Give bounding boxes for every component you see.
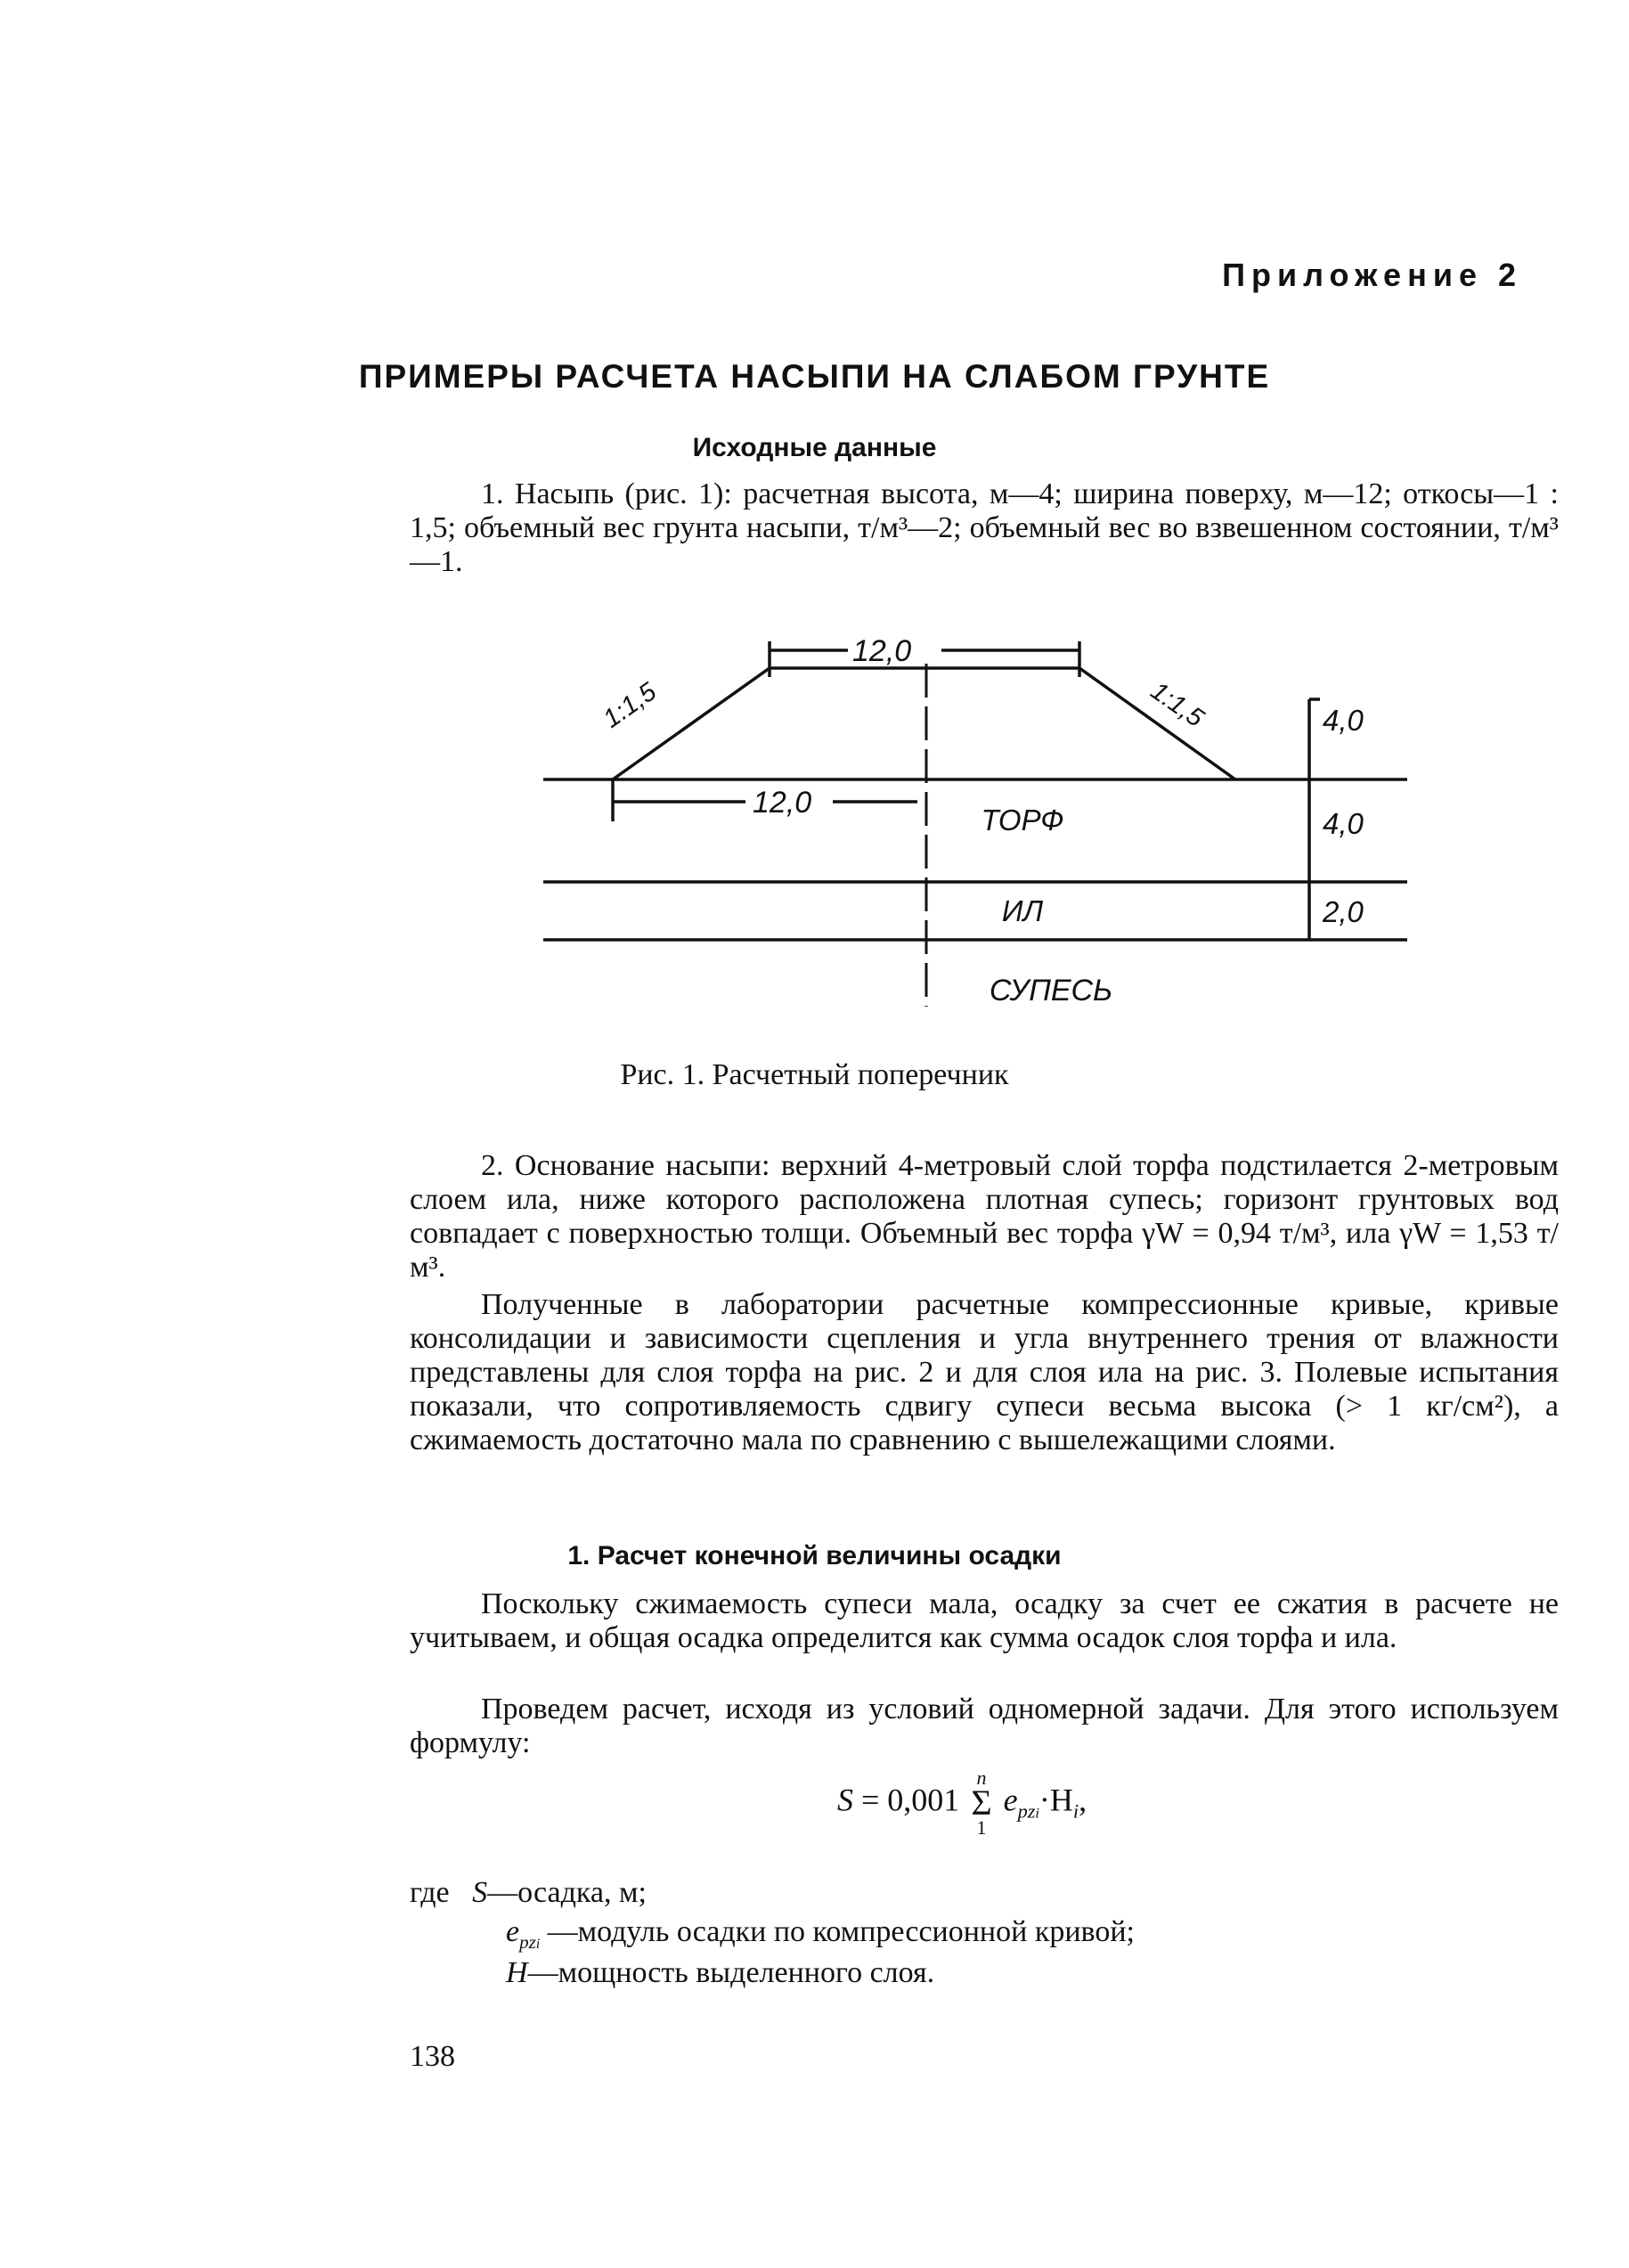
legend-h: H—мощность выделенного слоя. bbox=[506, 1956, 935, 1989]
left-slope-label: 1:1,5 bbox=[598, 677, 662, 734]
embankment-height-label: 4,0 bbox=[1323, 704, 1364, 737]
silt-layer-label: ИЛ bbox=[1001, 894, 1044, 927]
page-title: ПРИМЕРЫ РАСЧЕТА НАСЫПИ НА СЛАБОМ ГРУНТЕ bbox=[358, 358, 1271, 395]
peat-layer-label: ТОРФ bbox=[981, 804, 1064, 836]
base-half-width-label: 12,0 bbox=[753, 786, 812, 820]
top-width-label: 12,0 bbox=[852, 634, 912, 668]
legend-s: где S—осадка, м; bbox=[410, 1876, 647, 1909]
peat-thickness-label: 4,0 bbox=[1323, 807, 1364, 840]
legend-e: $e_{pzi}$ —модуль осадки по компрессионной кривой; bbox=[506, 1915, 1135, 1953]
section-1-paragraph-1: Поскольку сжимаемость супеси мала, осадку за счет ее сжатия в расчете не учитываем, и общая осадка определится как сумма осадок слоя торфа и ила. bbox=[410, 1587, 1559, 1654]
right-slope-label: 1:1,5 bbox=[1144, 676, 1210, 733]
figure-caption: Рис. 1. Расчетный поперечник bbox=[620, 1058, 1009, 1091]
page-number: 138 bbox=[410, 2040, 455, 2073]
sandy-loam-layer-label: СУПЕСЬ bbox=[989, 974, 1113, 1008]
initial-data-item-1: 1. Насыпь (рис. 1): расчетная высота, м—4; ширина поверху, м—12; откосы—1 : 1,5; объемный вес грунта насыпи, т/м³—2; объемный вес во взвешенном состоянии, т/м³—1. bbox=[410, 477, 1559, 578]
embankment-outline bbox=[613, 668, 1235, 779]
silt-thickness-label: 2,0 bbox=[1323, 895, 1364, 928]
summation-sign: n Σ 1 bbox=[971, 1766, 992, 1839]
lab-results-paragraph: Полученные в лаборатории расчетные компрессионные кривые, кривые консолидации и зависимости сцепления и угла внутреннего трения от влажности представлены для слоя торфа на рис. 2 и для слоя ила на рис. 3. Полевые испытания показали, что сопротивляемость сдвигу супеси весьма высока (> 1 кг/см²), а сжимаемость достаточно мала по сравнению с вышележащими слоями. bbox=[410, 1288, 1559, 1456]
initial-data-heading: Исходные данные bbox=[692, 433, 937, 462]
section-1-paragraph-2: Проведем расчет, исходя из условий одномерной задачи. Для этого используем формулу: bbox=[410, 1693, 1559, 1759]
appendix-label: Приложение 2 bbox=[1222, 257, 1522, 293]
section-1-heading: 1. Расчет конечной величины осадки bbox=[567, 1541, 1062, 1570]
initial-data-item-2: 2. Основание насыпи: верхний 4-метровый слой торфа подстилается 2-метровым слоем ила, ниже которого расположена плотная супесь; горизонт грунтовых вод совпадает с поверхностью толщи. Объемный вес торфа γW = 0,94 т/м³, ила γW = 1,53 т/м³. bbox=[410, 1149, 1559, 1284]
settlement-formula: S = 0,001 n Σ 1 $e_{pzi}\cdot H_i$, bbox=[837, 1766, 1087, 1839]
cross-section-figure bbox=[534, 615, 1425, 1033]
